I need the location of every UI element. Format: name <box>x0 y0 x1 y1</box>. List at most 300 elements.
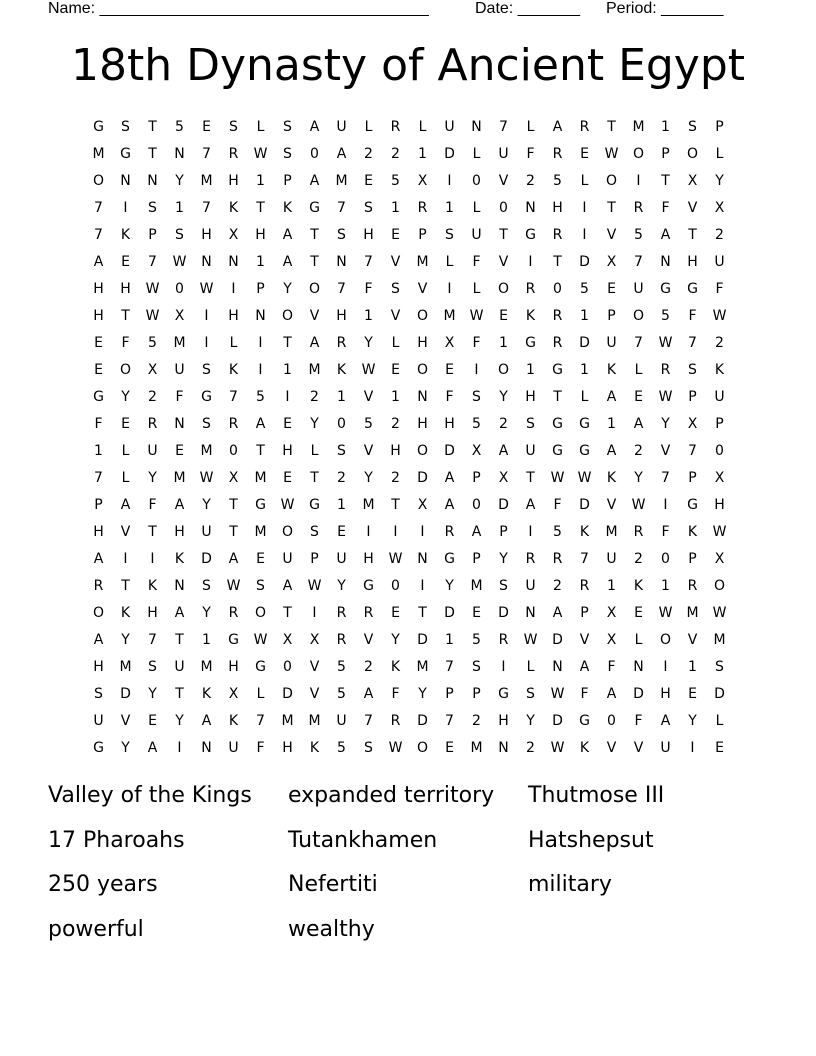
grid-letter: Y <box>445 578 454 594</box>
grid-letter: L <box>472 200 481 216</box>
grid-letter: T <box>526 470 535 486</box>
grid-letter: X <box>228 470 239 486</box>
grid-letter: 2 <box>634 443 643 459</box>
grid-letter: 7 <box>337 200 346 216</box>
grid-letter: G <box>525 227 536 243</box>
grid-letter: U <box>336 119 347 135</box>
grid-letter: E <box>364 173 373 189</box>
grid-letter: K <box>687 524 698 540</box>
grid-letter: Y <box>364 335 373 351</box>
word-bank-item: powerful <box>48 916 144 942</box>
grid-letter: Y <box>121 740 130 756</box>
grid-letter: U <box>93 713 104 729</box>
grid-letter: O <box>659 632 672 648</box>
grid-letter: K <box>120 227 131 243</box>
grid-letter: A <box>120 497 131 513</box>
grid-letter: A <box>255 416 266 432</box>
grid-letter: E <box>634 605 643 621</box>
grid-letter: A <box>174 497 185 513</box>
grid-letter: P <box>472 470 481 486</box>
grid-letter: U <box>660 740 671 756</box>
grid-letter: L <box>472 281 481 297</box>
grid-letter: T <box>607 200 616 216</box>
grid-letter: D <box>444 605 455 621</box>
grid-letter: D <box>714 686 725 702</box>
grid-letter: S <box>715 659 724 675</box>
grid-letter: 5 <box>337 740 346 756</box>
grid-letter: 7 <box>256 713 265 729</box>
grid-letter: N <box>417 389 428 405</box>
grid-letter: K <box>606 470 617 486</box>
grid-letter: 2 <box>499 416 508 432</box>
grid-letter: L <box>715 713 724 729</box>
grid-letter: T <box>148 524 157 540</box>
grid-letter: P <box>499 524 508 540</box>
grid-letter: R <box>93 578 104 594</box>
grid-letter: T <box>418 605 427 621</box>
grid-letter: I <box>393 524 398 540</box>
grid-letter: 5 <box>472 632 481 648</box>
grid-letter: W <box>199 281 214 297</box>
grid-letter: G <box>660 281 671 297</box>
grid-letter: N <box>525 605 536 621</box>
grid-letter: Y <box>337 578 346 594</box>
grid-letter: U <box>201 524 212 540</box>
grid-letter: 2 <box>391 416 400 432</box>
grid-letter: M <box>605 524 618 540</box>
grid-letter: K <box>579 524 590 540</box>
grid-letter: H <box>525 389 536 405</box>
grid-letter: L <box>229 335 238 351</box>
grid-letter: U <box>714 254 725 270</box>
grid-letter: X <box>174 308 185 324</box>
grid-letter: N <box>174 416 185 432</box>
grid-letter: K <box>633 578 644 594</box>
grid-letter: V <box>660 443 671 459</box>
grid-letter: 5 <box>148 335 157 351</box>
grid-letter: O <box>497 281 510 297</box>
grid-letter: U <box>336 713 347 729</box>
grid-letter: D <box>417 713 428 729</box>
grid-letter: 7 <box>445 713 454 729</box>
grid-letter: K <box>606 362 617 378</box>
grid-letter: P <box>688 470 697 486</box>
grid-letter: T <box>283 605 292 621</box>
grid-letter: Y <box>175 713 184 729</box>
grid-letter: R <box>336 632 347 648</box>
grid-letter: E <box>283 470 292 486</box>
grid-letter: Y <box>283 281 292 297</box>
grid-letter: W <box>550 740 565 756</box>
grid-letter: E <box>202 119 211 135</box>
word-bank-item: Valley of the Kings <box>48 783 252 808</box>
grid-letter: 7 <box>445 659 454 675</box>
grid-letter: N <box>201 740 212 756</box>
grid-letter: U <box>714 389 725 405</box>
grid-letter: I <box>582 200 587 216</box>
grid-letter: 5 <box>364 416 373 432</box>
grid-letter: 7 <box>688 335 697 351</box>
grid-letter: A <box>93 632 104 648</box>
grid-letter: W <box>253 632 268 648</box>
grid-letter: G <box>687 497 698 513</box>
grid-letter: G <box>552 443 563 459</box>
grid-letter: W <box>280 497 295 513</box>
grid-letter: E <box>634 389 643 405</box>
grid-letter: L <box>121 470 130 486</box>
grid-letter: 1 <box>202 632 211 648</box>
grid-letter: E <box>391 605 400 621</box>
grid-letter: H <box>552 200 563 216</box>
grid-letter: 7 <box>94 470 103 486</box>
grid-letter: M <box>200 443 213 459</box>
date-field-label: Date: _______ <box>475 0 580 17</box>
grid-letter: W <box>550 470 565 486</box>
grid-letter: L <box>715 146 724 162</box>
grid-letter: M <box>92 146 105 162</box>
grid-letter: 7 <box>364 254 373 270</box>
grid-letter: 2 <box>391 146 400 162</box>
grid-letter: 5 <box>553 173 562 189</box>
grid-letter: D <box>444 443 455 459</box>
grid-letter: T <box>310 254 319 270</box>
name-field-label: Name: _____________________________________ <box>48 0 429 17</box>
grid-letter: O <box>119 362 132 378</box>
grid-letter: V <box>120 524 131 540</box>
grid-letter: G <box>255 497 266 513</box>
grid-letter: E <box>94 362 103 378</box>
grid-letter: F <box>661 524 670 540</box>
grid-letter: 5 <box>553 524 562 540</box>
grid-letter: 2 <box>364 659 373 675</box>
grid-letter: N <box>660 254 671 270</box>
grid-letter: Y <box>175 173 184 189</box>
grid-letter: A <box>336 146 347 162</box>
grid-letter: X <box>687 416 698 432</box>
grid-letter: D <box>579 254 590 270</box>
grid-letter: D <box>552 632 563 648</box>
grid-letter: T <box>553 254 562 270</box>
grid-letter: H <box>417 416 428 432</box>
grid-letter: Y <box>148 470 157 486</box>
grid-letter: W <box>658 605 673 621</box>
grid-letter: F <box>445 389 454 405</box>
grid-letter: R <box>498 632 509 648</box>
grid-letter: K <box>714 362 725 378</box>
grid-letter: K <box>336 362 347 378</box>
grid-letter: W <box>361 362 376 378</box>
grid-letter: T <box>661 173 670 189</box>
grid-letter: A <box>606 389 617 405</box>
grid-letter: H <box>282 443 293 459</box>
grid-letter: S <box>472 389 481 405</box>
grid-letter: S <box>202 362 211 378</box>
grid-letter: H <box>444 416 455 432</box>
grid-letter: 0 <box>175 281 184 297</box>
grid-letter: S <box>391 281 400 297</box>
grid-letter: O <box>605 173 618 189</box>
grid-letter: H <box>687 254 698 270</box>
grid-letter: M <box>416 254 429 270</box>
grid-letter: S <box>364 200 373 216</box>
grid-letter: O <box>497 362 510 378</box>
grid-letter: 1 <box>418 146 427 162</box>
grid-letter: S <box>688 119 697 135</box>
grid-letter: U <box>498 146 509 162</box>
grid-letter: M <box>200 659 213 675</box>
grid-letter: W <box>226 578 241 594</box>
grid-letter: X <box>309 632 320 648</box>
grid-letter: G <box>120 146 131 162</box>
grid-letter: F <box>580 686 589 702</box>
grid-letter: 7 <box>94 200 103 216</box>
grid-letter: H <box>363 227 374 243</box>
grid-letter: I <box>447 281 452 297</box>
grid-letter: 7 <box>499 119 508 135</box>
grid-letter: O <box>92 173 105 189</box>
grid-letter: D <box>579 335 590 351</box>
grid-letter: N <box>201 254 212 270</box>
grid-letter: 1 <box>337 497 346 513</box>
grid-letter: S <box>364 740 373 756</box>
grid-letter: 1 <box>661 119 670 135</box>
word-search-grid <box>85 114 733 762</box>
grid-letter: 1 <box>445 632 454 648</box>
grid-letter: S <box>283 146 292 162</box>
grid-letter: I <box>177 740 182 756</box>
grid-letter: W <box>631 497 646 513</box>
grid-letter: N <box>525 200 536 216</box>
grid-letter: 7 <box>94 227 103 243</box>
grid-letter: O <box>416 362 429 378</box>
grid-letter: W <box>712 605 727 621</box>
grid-letter: D <box>282 686 293 702</box>
grid-letter: S <box>337 227 346 243</box>
grid-letter: 2 <box>472 713 481 729</box>
grid-letter: T <box>688 227 697 243</box>
word-bank-item: Hatshepsut <box>528 827 654 853</box>
grid-letter: M <box>470 578 483 594</box>
grid-letter: H <box>417 335 428 351</box>
grid-letter: W <box>712 308 727 324</box>
grid-letter: 2 <box>337 470 346 486</box>
grid-letter: 5 <box>391 173 400 189</box>
grid-letter: N <box>147 173 158 189</box>
grid-letter: G <box>309 497 320 513</box>
grid-letter: E <box>391 227 400 243</box>
grid-letter: N <box>552 659 563 675</box>
grid-letter: R <box>525 281 536 297</box>
grid-letter: 7 <box>634 254 643 270</box>
grid-letter: R <box>363 605 374 621</box>
grid-letter: W <box>469 308 484 324</box>
grid-letter: 0 <box>337 416 346 432</box>
grid-letter: U <box>525 578 536 594</box>
grid-letter: Y <box>688 713 697 729</box>
grid-letter: U <box>336 551 347 567</box>
grid-letter: X <box>228 686 239 702</box>
grid-letter: K <box>579 740 590 756</box>
grid-letter: L <box>445 254 454 270</box>
grid-letter: L <box>634 362 643 378</box>
word-bank-item: 17 Pharoahs <box>48 827 185 853</box>
grid-letter: L <box>526 119 535 135</box>
grid-letter: Y <box>634 470 643 486</box>
grid-letter: I <box>312 605 317 621</box>
grid-letter: R <box>579 119 590 135</box>
grid-letter: 5 <box>175 119 184 135</box>
grid-letter: P <box>94 497 103 513</box>
grid-letter: G <box>201 389 212 405</box>
grid-letter: R <box>336 335 347 351</box>
grid-letter: M <box>254 470 267 486</box>
grid-letter: H <box>147 605 158 621</box>
grid-letter: E <box>499 308 508 324</box>
grid-letter: W <box>145 281 160 297</box>
grid-letter: P <box>310 551 319 567</box>
grid-letter: 2 <box>391 470 400 486</box>
grid-letter: P <box>148 227 157 243</box>
grid-letter: W <box>604 146 619 162</box>
grid-letter: 1 <box>391 389 400 405</box>
grid-letter: I <box>528 524 533 540</box>
grid-letter: M <box>173 335 186 351</box>
word-bank-item: Tutankhamen <box>288 827 438 853</box>
grid-letter: L <box>391 335 400 351</box>
grid-letter: A <box>363 686 374 702</box>
grid-letter: P <box>607 308 616 324</box>
grid-letter: T <box>499 227 508 243</box>
grid-letter: 1 <box>391 200 400 216</box>
grid-letter: E <box>472 605 481 621</box>
grid-letter: U <box>147 443 158 459</box>
grid-letter: U <box>606 335 617 351</box>
grid-letter: 7 <box>202 200 211 216</box>
grid-letter: S <box>148 200 157 216</box>
grid-letter: P <box>688 551 697 567</box>
grid-letter: U <box>228 740 239 756</box>
grid-letter: T <box>229 497 238 513</box>
grid-letter: Y <box>364 470 373 486</box>
grid-letter: O <box>713 578 726 594</box>
grid-letter: A <box>552 119 563 135</box>
grid-letter: F <box>364 281 373 297</box>
grid-letter: E <box>580 146 589 162</box>
grid-letter: S <box>283 119 292 135</box>
grid-letter: R <box>228 605 239 621</box>
grid-letter: Y <box>121 632 130 648</box>
grid-letter: P <box>715 416 724 432</box>
grid-letter: Y <box>499 389 508 405</box>
grid-letter: L <box>526 659 535 675</box>
grid-letter: L <box>256 686 265 702</box>
grid-letter: F <box>526 146 535 162</box>
grid-letter: S <box>229 119 238 135</box>
grid-letter: 0 <box>283 659 292 675</box>
grid-letter: M <box>362 497 375 513</box>
grid-letter: M <box>335 173 348 189</box>
grid-letter: H <box>228 659 239 675</box>
page-title: 18th Dynasty of Ancient Egypt <box>70 40 746 91</box>
grid-letter: V <box>633 740 644 756</box>
grid-letter: O <box>686 146 699 162</box>
grid-letter: D <box>498 605 509 621</box>
grid-letter: R <box>336 605 347 621</box>
grid-letter: 0 <box>661 551 670 567</box>
grid-letter: S <box>94 686 103 702</box>
grid-letter: T <box>175 686 184 702</box>
grid-letter: 1 <box>607 578 616 594</box>
grid-letter: G <box>93 389 104 405</box>
grid-letter: T <box>283 335 292 351</box>
grid-letter: U <box>471 227 482 243</box>
grid-letter: O <box>632 146 645 162</box>
grid-letter: O <box>416 740 429 756</box>
grid-letter: H <box>336 308 347 324</box>
grid-letter: W <box>577 470 592 486</box>
grid-letter: 1 <box>607 416 616 432</box>
grid-letter: O <box>92 605 105 621</box>
grid-letter: X <box>687 173 698 189</box>
grid-letter: A <box>633 416 644 432</box>
grid-letter: E <box>283 416 292 432</box>
grid-letter: V <box>363 389 374 405</box>
grid-letter: T <box>148 119 157 135</box>
grid-letter: 1 <box>499 335 508 351</box>
grid-letter: T <box>553 389 562 405</box>
grid-letter: S <box>526 416 535 432</box>
grid-letter: U <box>174 659 185 675</box>
grid-letter: R <box>444 524 455 540</box>
grid-letter: A <box>282 578 293 594</box>
grid-letter: A <box>309 335 320 351</box>
grid-letter: P <box>661 146 670 162</box>
grid-letter: A <box>498 443 509 459</box>
grid-letter: M <box>470 740 483 756</box>
grid-letter: S <box>175 227 184 243</box>
grid-letter: M <box>632 119 645 135</box>
grid-letter: A <box>147 740 158 756</box>
grid-letter: E <box>148 713 157 729</box>
grid-letter: X <box>444 335 455 351</box>
grid-letter: 0 <box>499 200 508 216</box>
grid-letter: U <box>174 362 185 378</box>
grid-letter: V <box>579 632 590 648</box>
grid-letter: L <box>121 443 130 459</box>
grid-letter: 1 <box>256 173 265 189</box>
grid-letter: V <box>309 659 320 675</box>
grid-letter: X <box>147 362 158 378</box>
grid-letter: K <box>282 200 293 216</box>
grid-letter: E <box>391 362 400 378</box>
grid-letter: V <box>417 281 428 297</box>
grid-letter: K <box>390 659 401 675</box>
grid-letter: O <box>281 524 294 540</box>
grid-letter: T <box>256 443 265 459</box>
grid-letter: I <box>447 173 452 189</box>
grid-letter: D <box>444 146 455 162</box>
grid-letter: H <box>498 713 509 729</box>
grid-letter: F <box>94 416 103 432</box>
grid-letter: T <box>121 578 130 594</box>
grid-letter: K <box>525 308 536 324</box>
grid-letter: V <box>498 254 509 270</box>
grid-letter: R <box>525 551 536 567</box>
grid-letter: W <box>253 146 268 162</box>
grid-letter: F <box>661 200 670 216</box>
grid-letter: 0 <box>607 713 616 729</box>
grid-letter: 5 <box>472 416 481 432</box>
